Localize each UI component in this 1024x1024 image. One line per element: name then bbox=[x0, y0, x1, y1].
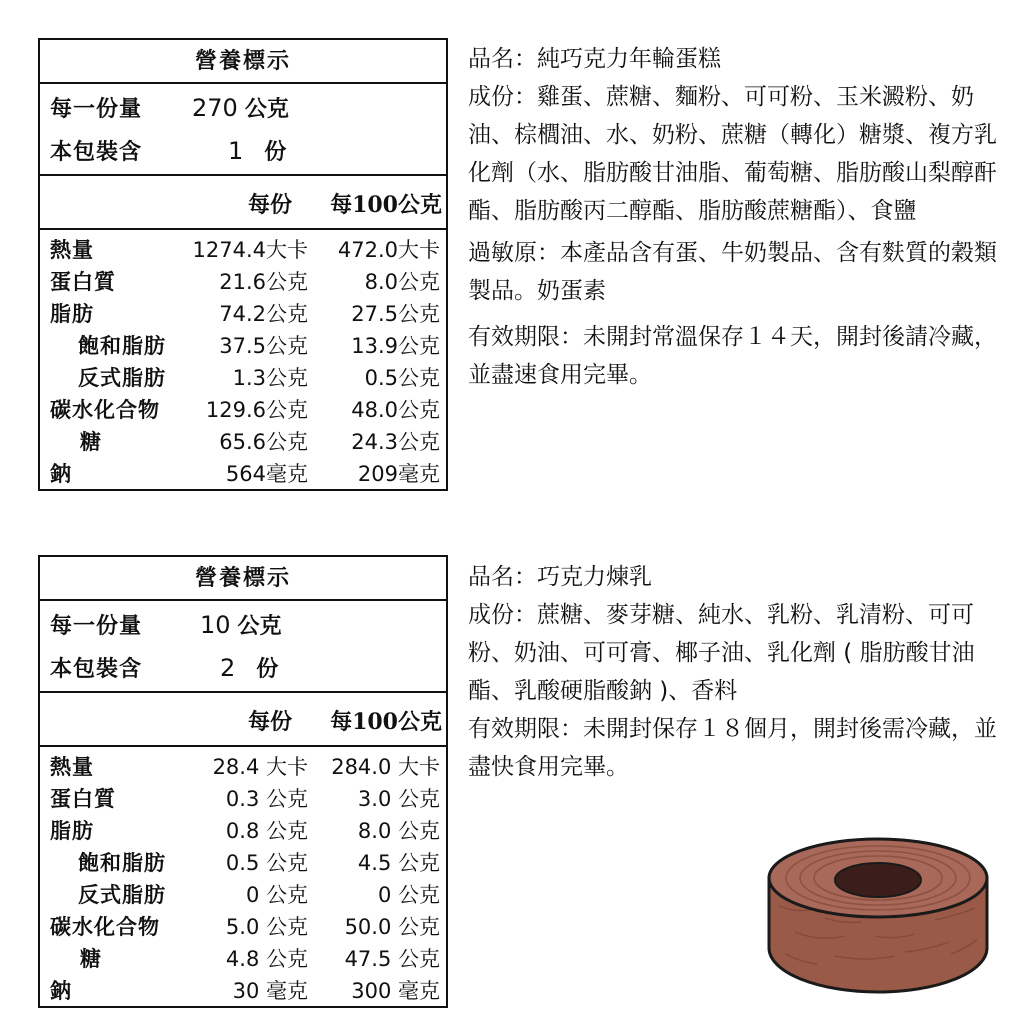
per-100g-value: 48.0公克 bbox=[351, 398, 440, 422]
per-serving-value: 65.6公克 bbox=[219, 430, 308, 454]
per-100g-value: 4.5 公克 bbox=[357, 851, 440, 875]
nutrient-row bbox=[40, 975, 446, 1007]
nutrient-name: 糖 bbox=[80, 429, 102, 454]
ingredients: 成份：雞蛋、蔗糖、麵粉、可可粉、玉米澱粉、奶油、棕櫚油、水、奶粉、蔗糖（轉化）糖漿、複方乳化劑（水、脂肪酸甘油脂、葡萄糖、脂肪酸山梨醇酐酯、脂肪酸丙二醇酯、脂肪酸蔗糖酯）、食鹽 bbox=[468, 84, 997, 224]
col-per-serving: 每份 bbox=[247, 709, 292, 735]
per-serving-value: 74.2公克 bbox=[219, 302, 308, 326]
per-serving-value: 37.5公克 bbox=[219, 334, 308, 358]
servings-per-pack-unit: 份 bbox=[256, 656, 279, 682]
per-100g-value: 24.3公克 bbox=[351, 430, 440, 454]
servings-per-pack-value: 2 bbox=[220, 654, 236, 682]
per-serving-value: 0.3 公克 bbox=[225, 787, 308, 811]
allergen-info: 過敏原：本產品含有蛋、牛奶製品、含有麩質的穀類製品。奶蛋素 bbox=[468, 240, 997, 304]
nutrient-name: 碳水化合物 bbox=[50, 914, 160, 939]
serving-info bbox=[40, 601, 446, 693]
nutrient-name: 脂肪 bbox=[50, 301, 94, 326]
nutrient-row bbox=[40, 847, 446, 879]
nutrition-label-1 bbox=[38, 38, 448, 491]
nutrient-row bbox=[40, 911, 446, 943]
per-serving-value: 21.6公克 bbox=[219, 270, 308, 294]
product-1-description bbox=[468, 40, 1013, 394]
per-100g-value: 13.9公克 bbox=[351, 334, 440, 358]
nutrient-name: 反式脂肪 bbox=[78, 882, 166, 907]
nutrient-row bbox=[40, 266, 446, 298]
nutrient-name: 熱量 bbox=[50, 237, 94, 262]
product-name: 品名：純巧克力年輪蛋糕 bbox=[468, 46, 721, 72]
per-100g-value: 27.5公克 bbox=[351, 302, 440, 326]
product-2-description bbox=[468, 558, 1013, 786]
nutrient-name: 熱量 bbox=[50, 754, 94, 779]
label-title: 營養標示 bbox=[40, 40, 446, 84]
nutrient-row bbox=[40, 234, 446, 266]
col-per-serving: 每份 bbox=[247, 192, 292, 218]
serving-size-value: 10 bbox=[200, 611, 231, 639]
nutrient-name: 鈉 bbox=[50, 461, 72, 486]
nutrient-row bbox=[40, 751, 446, 783]
per-100g-value: 209毫克 bbox=[357, 462, 440, 486]
per-100g-value: 0.5公克 bbox=[364, 366, 440, 390]
nutrient-name: 蛋白質 bbox=[50, 269, 116, 294]
nutrition-label-2 bbox=[38, 555, 448, 1008]
serving-size-label: 每一份量 bbox=[50, 96, 143, 122]
per-100g-value: 8.0公克 bbox=[364, 270, 440, 294]
serving-size-value: 270 bbox=[192, 94, 238, 122]
nutrient-name: 反式脂肪 bbox=[78, 365, 166, 390]
nutrient-name: 脂肪 bbox=[50, 818, 94, 843]
nutrient-row bbox=[40, 458, 446, 490]
product-name: 品名：巧克力煉乳 bbox=[468, 564, 652, 590]
serving-size-unit: 公克 bbox=[237, 613, 282, 639]
nutrient-row bbox=[40, 394, 446, 426]
per-100g-value: 3.0 公克 bbox=[357, 787, 440, 811]
per-100g-value: 8.0 公克 bbox=[357, 819, 440, 843]
nutrient-name: 碳水化合物 bbox=[50, 397, 160, 422]
cake-hole bbox=[835, 863, 921, 897]
nutrient-name: 糖 bbox=[80, 946, 102, 971]
per-serving-value: 28.4 大卡 bbox=[212, 755, 308, 779]
servings-per-pack-value: 1 bbox=[228, 137, 244, 165]
column-headers bbox=[40, 176, 446, 230]
shelf-life: 有效期限：未開封常溫保存１４天，開封後請冷藏，並盡速食用完畢。 bbox=[468, 324, 997, 388]
serving-size-row bbox=[50, 88, 289, 128]
nutrient-row bbox=[40, 879, 446, 911]
baumkuchen-icon bbox=[765, 836, 991, 996]
nutrient-row bbox=[40, 815, 446, 847]
nutrient-name: 鈉 bbox=[50, 978, 72, 1003]
serving-size-label: 每一份量 bbox=[50, 613, 143, 639]
nutrient-row bbox=[40, 783, 446, 815]
serving-info bbox=[40, 84, 446, 176]
nutrient-row bbox=[40, 298, 446, 330]
nutrient-row bbox=[40, 362, 446, 394]
shelf-life: 有效期限：未開封保存１８個月，開封後需冷藏，並盡快食用完畢。 bbox=[468, 716, 997, 780]
per-100g-value: 472.0大卡 bbox=[337, 238, 440, 262]
servings-per-pack-row bbox=[50, 648, 278, 688]
per-100g-value: 47.5 公克 bbox=[344, 947, 440, 971]
label-title: 營養標示 bbox=[40, 557, 446, 601]
nutrient-row bbox=[40, 330, 446, 362]
servings-per-pack-label: 本包裝含 bbox=[50, 139, 143, 165]
per-serving-value: 0 公克 bbox=[245, 883, 308, 907]
servings-per-pack-unit: 份 bbox=[264, 139, 287, 165]
ingredients: 成份：蔗糖、麥芽糖、純水、乳粉、乳清粉、可可粉、奶油、可可膏、椰子油、乳化劑 ( 脂肪酸甘油酯、乳酸硬脂酸鈉 )、香料 bbox=[468, 602, 975, 704]
serving-size-unit: 公克 bbox=[244, 96, 289, 122]
per-serving-value: 30 毫克 bbox=[232, 979, 308, 1003]
per-100g-value: 284.0 大卡 bbox=[331, 755, 440, 779]
per-100g-value: 50.0 公克 bbox=[344, 915, 440, 939]
per-serving-value: 0.8 公克 bbox=[225, 819, 308, 843]
nutrient-name: 蛋白質 bbox=[50, 786, 116, 811]
per-100g-value: 0 公克 bbox=[377, 883, 440, 907]
per-serving-value: 5.0 公克 bbox=[225, 915, 308, 939]
per-100g-value: 300 毫克 bbox=[351, 979, 440, 1003]
column-headers bbox=[40, 693, 446, 747]
nutrient-name: 飽和脂肪 bbox=[78, 850, 166, 875]
serving-size-row bbox=[50, 605, 282, 645]
col-per-100g: 每100公克 bbox=[330, 192, 442, 218]
col-per-100g: 每100公克 bbox=[330, 709, 442, 735]
per-serving-value: 564毫克 bbox=[225, 462, 308, 486]
servings-per-pack-row bbox=[50, 131, 286, 171]
per-serving-value: 0.5 公克 bbox=[225, 851, 308, 875]
nutrient-name: 飽和脂肪 bbox=[78, 333, 166, 358]
servings-per-pack-label: 本包裝含 bbox=[50, 656, 143, 682]
per-serving-value: 1274.4大卡 bbox=[192, 238, 308, 262]
nutrient-row bbox=[40, 943, 446, 975]
per-serving-value: 1.3公克 bbox=[232, 366, 308, 390]
per-serving-value: 4.8 公克 bbox=[225, 947, 308, 971]
per-serving-value: 129.6公克 bbox=[205, 398, 308, 422]
nutrient-row bbox=[40, 426, 446, 458]
